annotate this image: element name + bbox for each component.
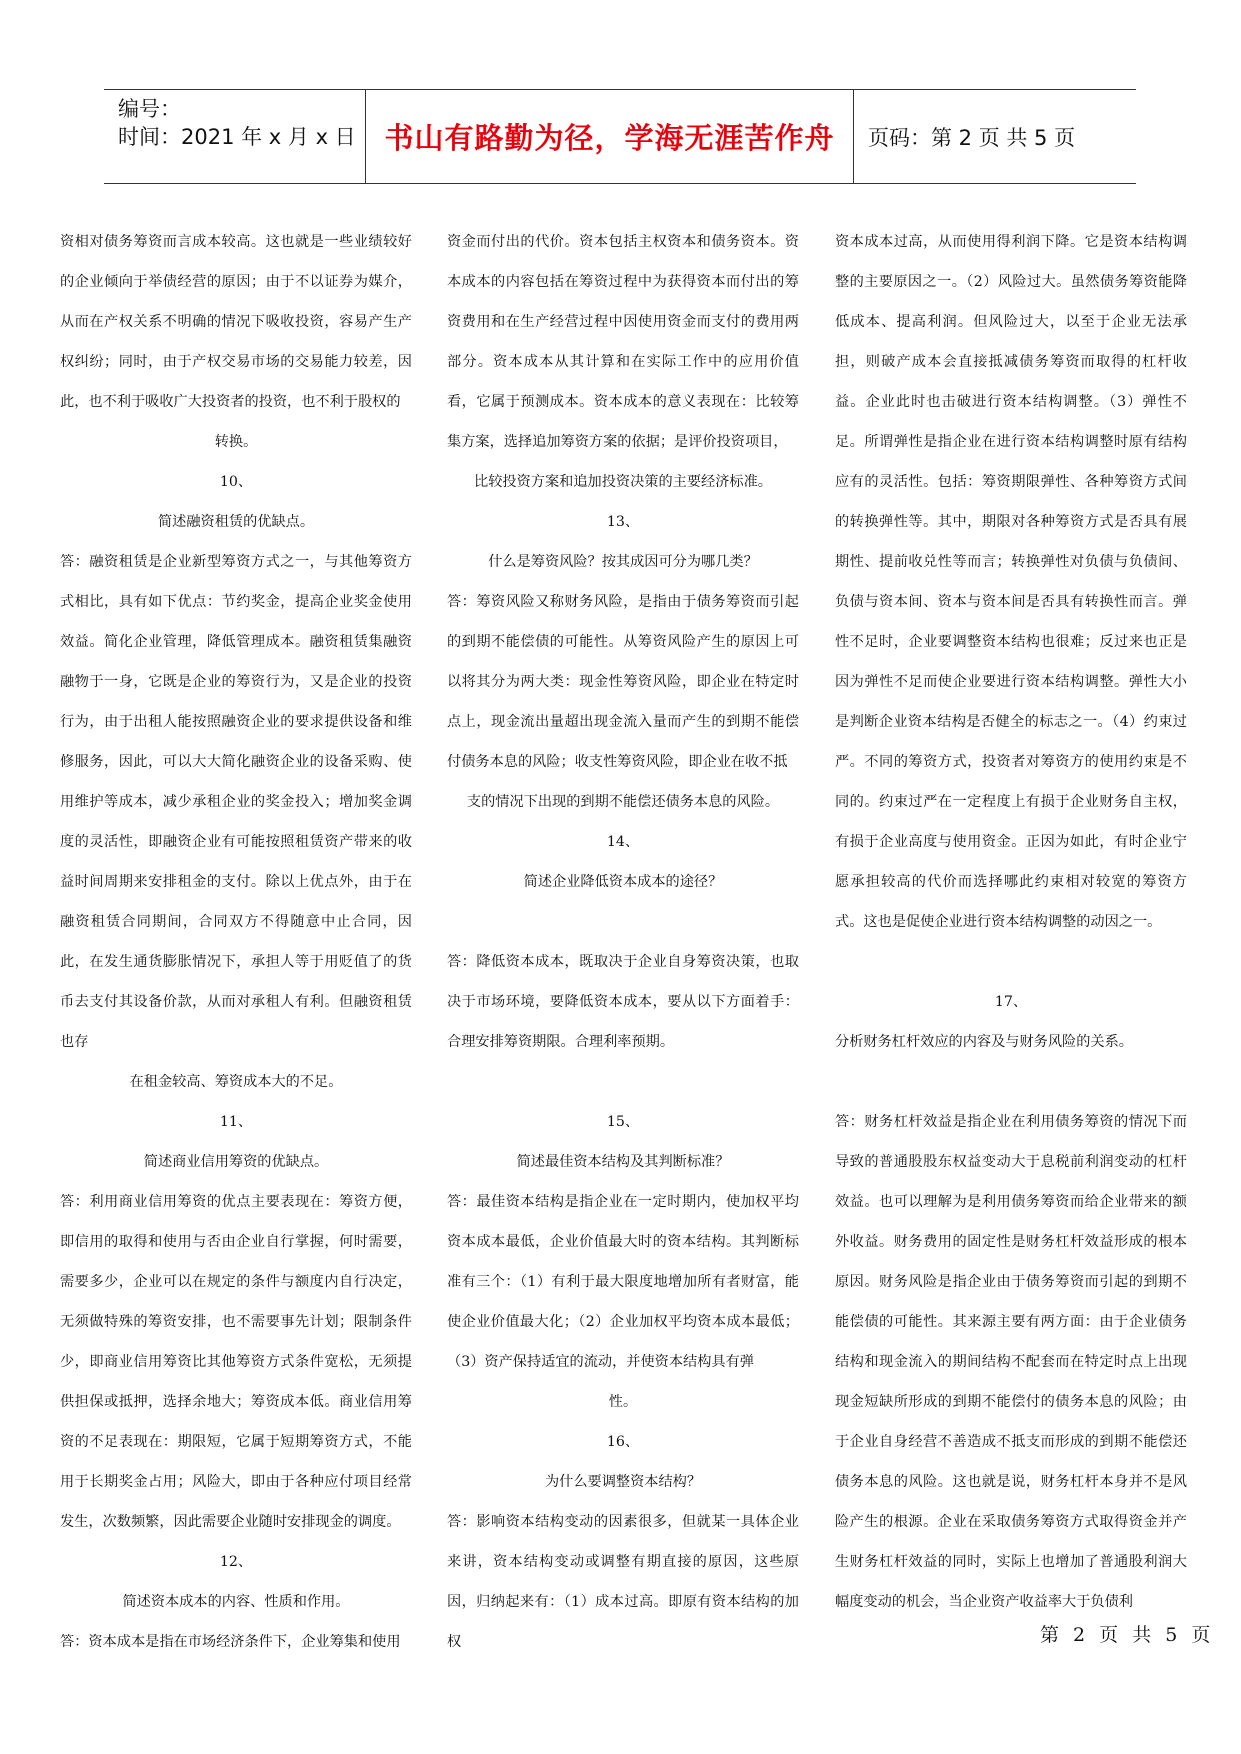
document-header xyxy=(104,89,1136,184)
answer: 答：利用商业信用筹资的优点主要表现在：筹资方便，即信用的取得和使用与否由企业自行掌握，何时需要，需要多少，企业可以在规定的条件与额度内自行决定，无须做特殊的筹资安排，也不需要事先计划；限制条件少，即商业信用筹资比其他筹资方式条件宽松，无须提供担保或抵押，选择余地大；筹资成本低。商业信用筹资的不足表现在：期限短，它属于短期筹资方式，不能用于长期奖金占用；风险大，即由于各种应付项目经常发生，次数频繁，因此需要企业随时安排现金的调度。 xyxy=(60,1194,412,1530)
column-1 xyxy=(60,222,412,1662)
question-title: 分析财务杠杆效应的内容及与财务风险的关系。 xyxy=(835,1034,1133,1050)
answer-end: 支的情况下出现的到期不能偿还债务本息的风险。 xyxy=(466,794,780,810)
question-number: 16、 xyxy=(606,1434,640,1450)
answer: 答：降低资本成本，既取决于企业自身筹资决策，也取决于市场环境，要降低资本成本，要从以下方面着手：合理安排筹资期限。合理利率预期。 xyxy=(447,954,799,1050)
header-page-cell xyxy=(854,90,1136,183)
answer: 答：资本成本是指在市场经济条件下，企业筹集和使用 xyxy=(60,1634,401,1650)
question-title: 什么是筹资风险？按其成因可分为哪几类？ xyxy=(488,554,758,570)
question-title: 为什么要调整资本结构？ xyxy=(544,1474,702,1490)
number-label: 编号： xyxy=(118,97,181,121)
spacer xyxy=(835,942,1187,982)
question-title: 简述商业信用筹资的优缺点。 xyxy=(143,1154,329,1170)
question-number: 11、 xyxy=(219,1114,253,1130)
question-number: 12、 xyxy=(219,1554,253,1570)
question-number: 10、 xyxy=(219,474,253,490)
question-title: 简述企业降低资本成本的途径？ xyxy=(523,874,723,890)
paragraph: 资相对债务筹资而言成本较高。这也就是一些业绩较好的企业倾向于举债经营的原因；由于不以证券为媒介，从而在产权关系不明确的情况下吸收投资，容易产生产权纠纷；同时，由于产权交易市场的交易能力较差，因此，也不利于吸收广大投资者的投资，也不利于股权的 xyxy=(60,234,412,410)
header-meta xyxy=(104,90,366,183)
header-motto-cell xyxy=(366,90,854,183)
answer: 答：财务杠杆效益是指企业在利用债务筹资的情况下而导致的普通股股东权益变动大于息税前利润变动的杠杆效益。也可以理解为是利用债务筹资而给企业带来的额外收益。财务费用的固定性是财务杠杆效益形成的根本原因。财务风险是指企业由于债务筹资而引起的到期不能偿债的可能性。其来源主要有两方面：由于企业债务结构和现金流入的期间结构不配套而在特定时点上出现现金短缺所形成的到期不能偿付的债务本息的风险；由于企业自身经营不善造成不抵支而形成的到期不能偿还债务本息的风险。这也就是说，财务杠杆本身并不是风险产生的根源。企业在采取债务筹资方式取得资金并产生财务杠杆效益的同时，实际上也增加了普通股利润大幅度变动的机会，当企业资产收益率大于负债利 xyxy=(835,1114,1187,1610)
spacer xyxy=(447,902,799,942)
answer-end: 性。 xyxy=(608,1394,638,1410)
question-number: 15、 xyxy=(606,1114,640,1130)
paragraph-end: 转换。 xyxy=(214,434,258,450)
column-3 xyxy=(835,222,1187,1622)
question-number: 13、 xyxy=(606,514,640,530)
question-title: 简述最佳资本结构及其判断标准？ xyxy=(516,1154,730,1170)
paragraph: 资本成本过高，从而使用得利润下降。它是资本结构调整的主要原因之一。（2）风险过大。虽然债务筹资能降低成本、提高利润。但风险过大，以至于企业无法承担，则破产成本会直接抵减债务筹资而取得的杠杆收益。企业此时也击破进行资本结构调整。（3）弹性不足。所谓弹性是指企业在进行资本结构调整时原有结构应有的灵活性。包括：筹资期限弹性、各种筹资方式间的转换弹性等。其中，期限对各种筹资方式是否具有展期性、提前收兑性等而言；转换弹性对负债与负债间、负债与资本间、资本与资本间是否具有转换性而言。弹性不足时，企业要调整资本结构也很难；反过来也正是因为弹性不足而使企业要进行资本结构调整。弹性大小是判断企业资本结构是否健全的标志之一。（4）约束过严。不同的筹资方式，投资者对筹资方的使用约束是不同的。约束过严在一定程度上有损于企业财务自主权，有损于企业高度与使用资金。正因为如此，有时企业宁愿承担较高的代价而选择哪此约束相对较宽的筹资方式。这也是促使企业进行资本结构调整的动因之一。 xyxy=(835,234,1187,930)
answer: 答：影响资本结构变动的因素很多，但就某一具体企业来讲，资本结构变动或调整有期直接的原因，这些原因，归纳起来有：（1）成本过高。即原有资本结构的加权 xyxy=(447,1514,799,1650)
column-2 xyxy=(447,222,799,1662)
question-number: 17、 xyxy=(994,994,1028,1010)
answer: 答：筹资风险又称财务风险，是指由于债务筹资而引起的到期不能偿债的可能性。从筹资风险产生的原因上可以将其分为两大类：现金性筹资风险，即企业在特定时点上，现金流出量超出现金流入量而产生的到期不能偿付债务本息的风险；收支性筹资风险，即企业在收不抵 xyxy=(447,594,799,770)
page-label: 页码：第 2 页 共 5 页 xyxy=(868,125,1076,150)
question-title: 简述融资租赁的优缺点。 xyxy=(157,514,315,530)
time-label: 时间：2021 年 x 月 x 日 xyxy=(118,125,356,149)
answer: 答：最佳资本结构是指企业在一定时期内，使加权平均资本成本最低，企业价值最大时的资本结构。其判断标准有三个：（1）有利于最大限度地增加所有者财富，能使企业价值最大化；（2）企业加权平均资本成本最低；（3）资产保持适宜的流动，并使资本结构具有弹 xyxy=(447,1194,799,1370)
motto: 书山有路勤为径，学海无涯苦作舟 xyxy=(384,121,835,155)
answer: 答：融资租赁是企业新型筹资方式之一，与其他筹资方式相比，具有如下优点：节约奖金，提高企业奖金使用效益。简化企业管理，降低管理成本。融资租赁集融资融物于一身，它既是企业的筹资行为，又是企业的投资行为，由于出租人能按照融资企业的要求提供设备和维修服务，因此，可以大大简化融资企业的设备采购、使用维护等成本，减少承租企业的奖金投入；增加奖金调度的灵活性，即融资企业有可能按照租赁资产带来的收益时间周期来安排租金的支付。除以上优点外，由于在融资租赁合同期间，合同双方不得随意中止合同，因此，在发生通货膨胀情况下，承担人等于用贬值了的货币去支付其设备价款，从而对承租人有利。但融资租赁也存 xyxy=(60,554,412,1050)
paragraph-end: 比较投资方案和追加投资决策的主要经济标准。 xyxy=(474,474,772,490)
question-number: 14、 xyxy=(606,834,640,850)
answer-end: 在租金较高、筹资成本大的不足。 xyxy=(129,1074,343,1090)
page-footer: 第 2 页 共 5 页 xyxy=(1040,1624,1215,1646)
spacer xyxy=(447,1062,799,1102)
spacer xyxy=(835,1062,1187,1102)
question-title: 简述资本成本的内容、性质和作用。 xyxy=(122,1594,350,1610)
paragraph: 资金而付出的代价。资本包括主权资本和债务资本。资本成本的内容包括在筹资过程中为获得资本而付出的筹资费用和在生产经营过程中因使用资金而支付的费用两部分。资本成本从其计算和在实际工作中的应用价值看，它属于预测成本。资本成本的意义表现在：比较筹集方案，选择追加筹资方案的依据；是评价投资项目， xyxy=(447,234,799,450)
